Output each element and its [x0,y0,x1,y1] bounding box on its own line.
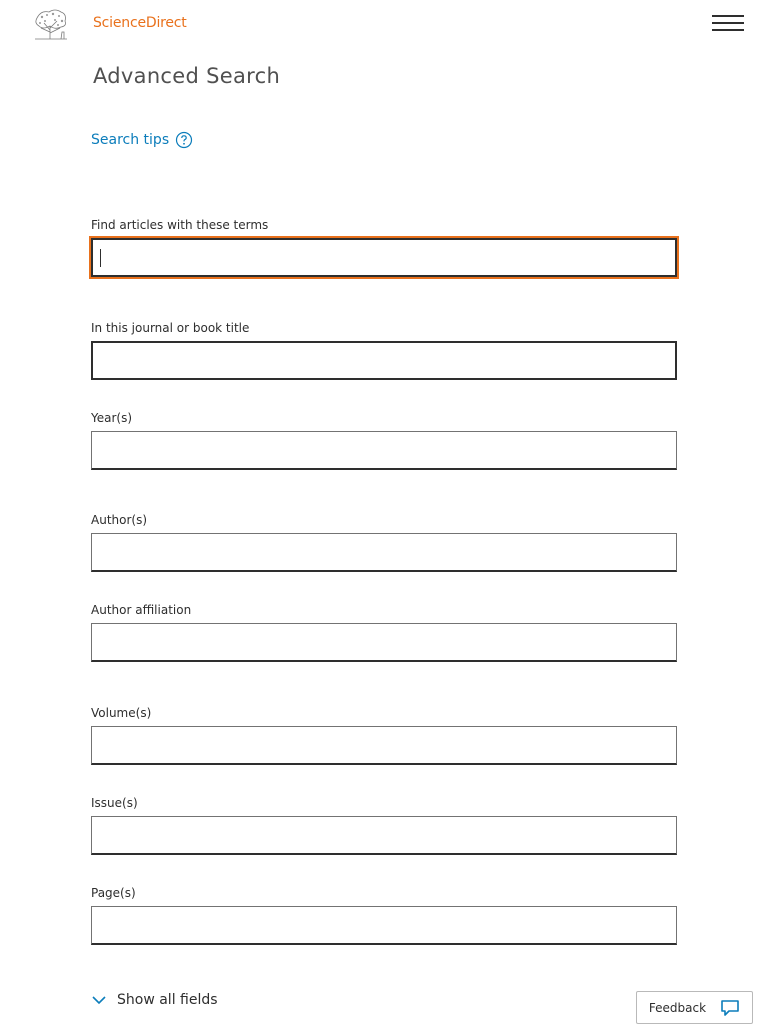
pages-input[interactable] [91,906,677,945]
hamburger-menu-icon[interactable] [710,12,746,34]
terms-input[interactable] [91,238,677,277]
feedback-button[interactable] [636,991,753,1024]
authors-label: Author(s) [91,513,148,527]
affiliation-input[interactable] [91,623,677,662]
search-tips-label: Search tips [91,132,170,148]
years-input[interactable] [91,431,677,470]
brand-name[interactable]: ScienceDirect [93,15,187,31]
text-caret [100,249,101,267]
years-label: Year(s) [91,411,133,425]
chevron-down-icon [91,992,107,1008]
speech-bubble-icon [720,999,740,1017]
elsevier-tree-logo-icon[interactable] [33,8,69,40]
issues-input[interactable] [91,816,677,855]
show-all-fields-button[interactable] [91,992,218,1008]
affiliation-label: Author affiliation [91,603,192,617]
journal-input[interactable] [91,341,677,380]
pages-label: Page(s) [91,886,136,900]
show-all-fields-label: Show all fields [117,992,218,1008]
page-title: Advanced Search [93,64,281,88]
help-circle-icon [175,131,193,149]
issues-label: Issue(s) [91,796,138,810]
terms-label: Find articles with these terms [91,218,269,232]
journal-label: In this journal or book title [91,321,250,335]
feedback-label: Feedback [648,1000,707,1015]
authors-input[interactable] [91,533,677,572]
volumes-label: Volume(s) [91,706,152,720]
volumes-input[interactable] [91,726,677,765]
search-tips-link[interactable] [91,131,193,149]
